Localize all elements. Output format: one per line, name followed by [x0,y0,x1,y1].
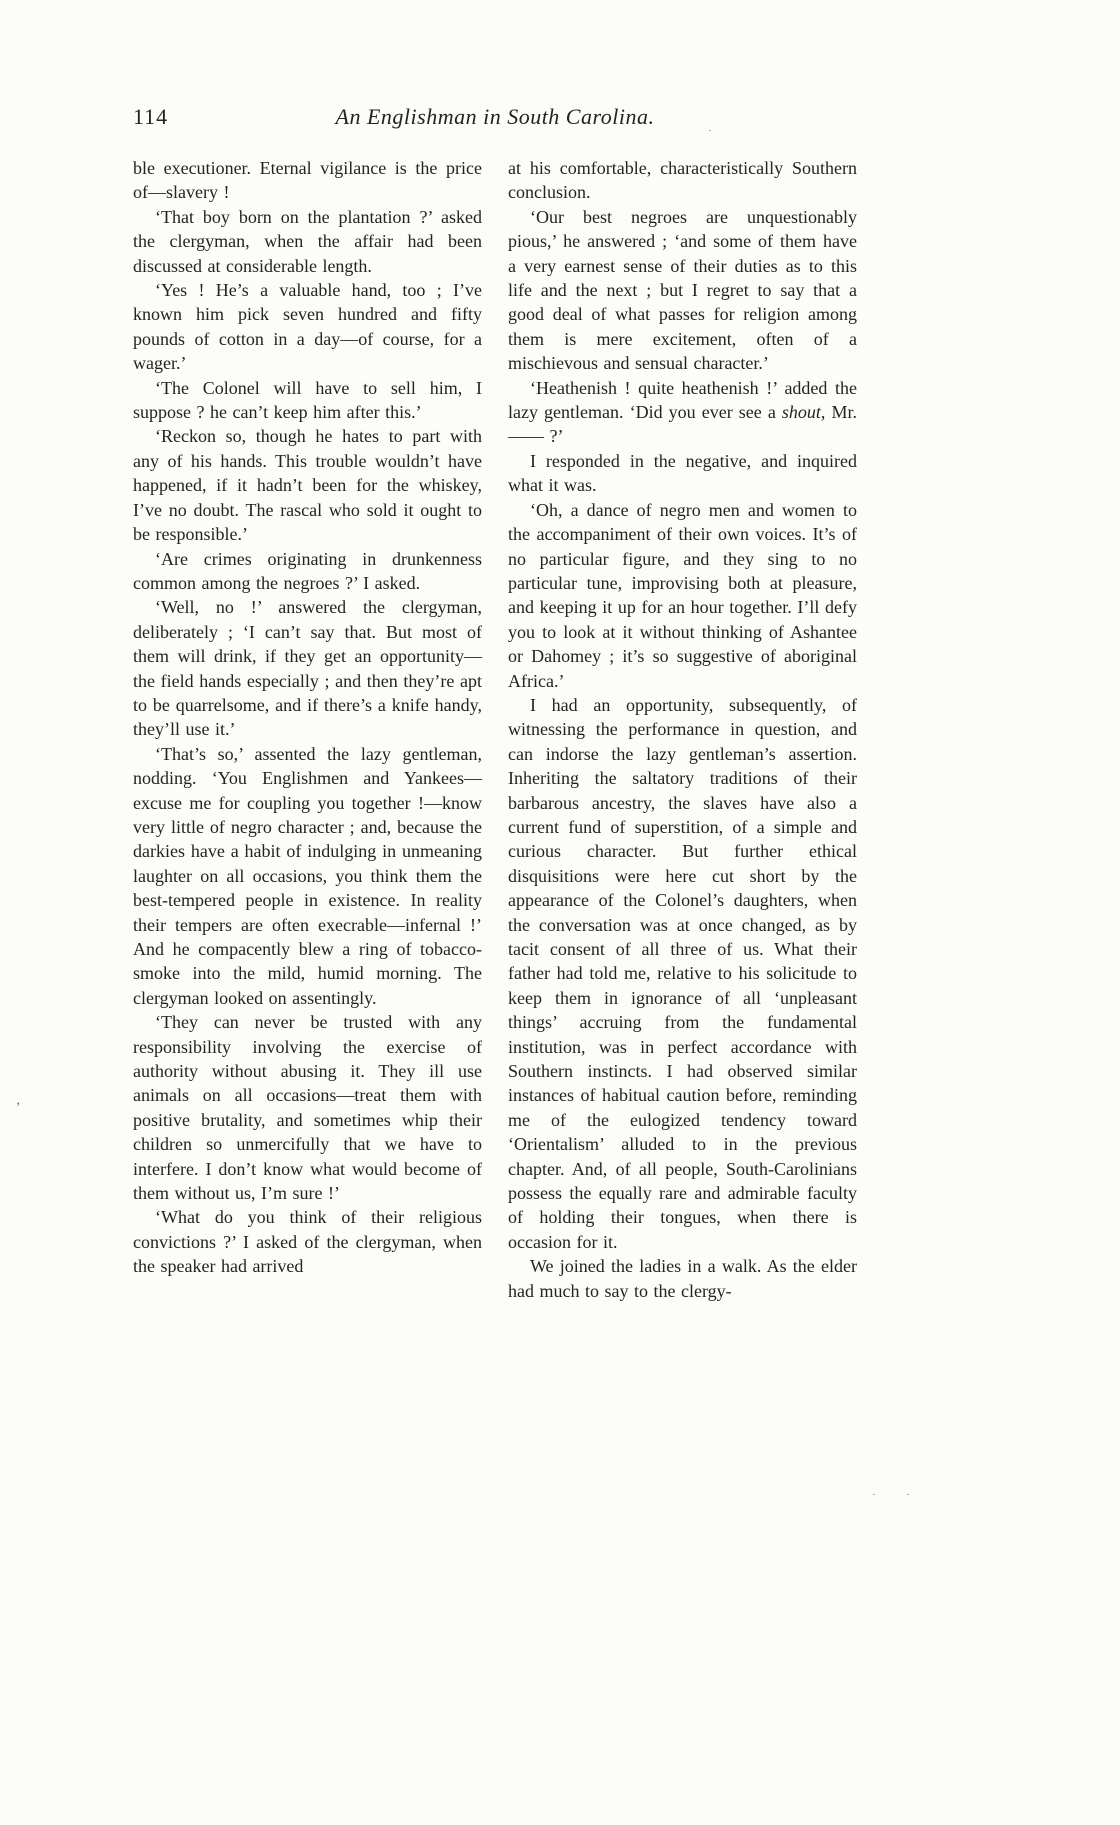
scan-artifact: · · [872,1489,925,1501]
scan-artifact: · [708,125,712,137]
paragraph: ‘Reckon so, though he hates to part with any of his hands. This trouble wouldn’t have happened, if it hadn’t been for the whiskey, I’ve no doubt. The rascal who sold it ought to be responsible.’ [133,426,482,545]
paragraph: ‘Heathenish ! quite heathenish !’ added the lazy gentleman. ‘Did you ever see a shout, Mr. —— ?’ [508,377,857,447]
text-columns [133,156,857,1303]
paragraph: I responded in the negative, and inquired what it was. [508,450,857,496]
paragraph: I had an opportunity, subsequently, of witnessing the performance in question, and can indorse the lazy gentleman’s assertion. Inheriting the saltatory traditions of their barbarous ancestry, the slaves have also a current fund of superstition, of a simple and curious character. But further ethical disquisitions were here cut short by the appearance of the Colonel’s daughters, when the conversation was at once changed, as by tacit consent of all three of us. What their father had told me, relative to his solicitude to keep them in ignorance of all ‘unpleasant things’ accruing from the fundamental institution, was in perfect accordance with Southern instincts. I had observed similar instances of habitual caution before, reminding me of the eulogized tendency toward ‘Orientalism’ alluded to in the previous chapter. And, of all people, South-Carolinians possess the equally rare and admirable faculty of holding their tongues, when there is occasion for it. [508,694,857,1252]
paragraph: ‘Oh, a dance of negro men and women to the accompaniment of their own voices. It’s of no particular figure, and they sing to no particular tune, improvising both at pleasure, and keeping it up for an hour together. I’ll defy you to look at it without thinking of Ashantee or Dahomey ; it’s so suggestive of aboriginal Africa.’ [508,499,857,691]
paragraph: ‘Are crimes originating in drunkenness common among the negroes ?’ I asked. [133,548,482,593]
paragraph: ‘Yes ! He’s a valuable hand, too ; I’ve known him pick seven hundred and fifty pounds of cotton in a day—of course, for a wager.’ [133,280,482,374]
paragraph: at his comfortable, characteristically Southern conclusion. [508,158,857,203]
paragraph: ‘The Colonel will have to sell him, I suppose ? he can’t keep him after this.’ [133,377,482,423]
paragraph: ‘What do you think of their religious convictions ?’ I asked of the clergyman, when the speaker had arrived [133,1207,482,1277]
page-header [133,104,857,134]
page-number: 114 [133,104,169,129]
paragraph: ‘That boy born on the plantation ?’ asked the clergyman, when the affair had been discussed at considerable length. [133,206,482,276]
left-column [133,156,482,1303]
running-title: An Englishman in South Carolina. [335,104,655,129]
paragraph: ‘Our best negroes are unquestionably pious,’ he answered ; ‘and some of them have a very earnest sense of their duties as to this life and the next ; but I regret to say that a good deal of what passes for religion among them is mere excitement, often of a mischievous and sensual character.’ [508,206,857,374]
right-column [508,156,857,1303]
paragraph: ‘They can never be trusted with any responsibility involving the exercise of authority without abusing it. They ill use animals on all occasions—treat them with positive brutality, and sometimes whip their children so unmercifully that we have to interfere. I don’t know what would become of them without us, I’m sure !’ [133,1012,482,1204]
paragraph: ‘That’s so,’ assented the lazy gentleman, nodding. ‘You Englishmen and Yankees—excuse me for coupling you together !—know very little of negro character ; and, because the darkies have a habit of indulging in unmeaning laughter on all occasions, you think them the best-tempered people in existence. In reality their tempers are often execrable—infernal !’ And he compacently blew a ring of tobacco-smoke into the mild, humid morning. The clergyman looked on assentingly. [133,743,482,1008]
scan-artifact: ’ [16,1099,21,1114]
paragraph: ble executioner. Eternal vigilance is the price of—slavery ! [133,158,482,203]
paragraph: We joined the ladies in a walk. As the elder had much to say to the clergy- [508,1256,857,1301]
page-content [133,104,857,1303]
paragraph: ‘Well, no !’ answered the clergyman, deliberately ; ‘I can’t say that. But most of them will drink, if they get an opportunity—the field hands especially ; and then they’re apt to be quarrelsome, and if there’s a knife handy, they’ll use it.’ [133,597,482,740]
